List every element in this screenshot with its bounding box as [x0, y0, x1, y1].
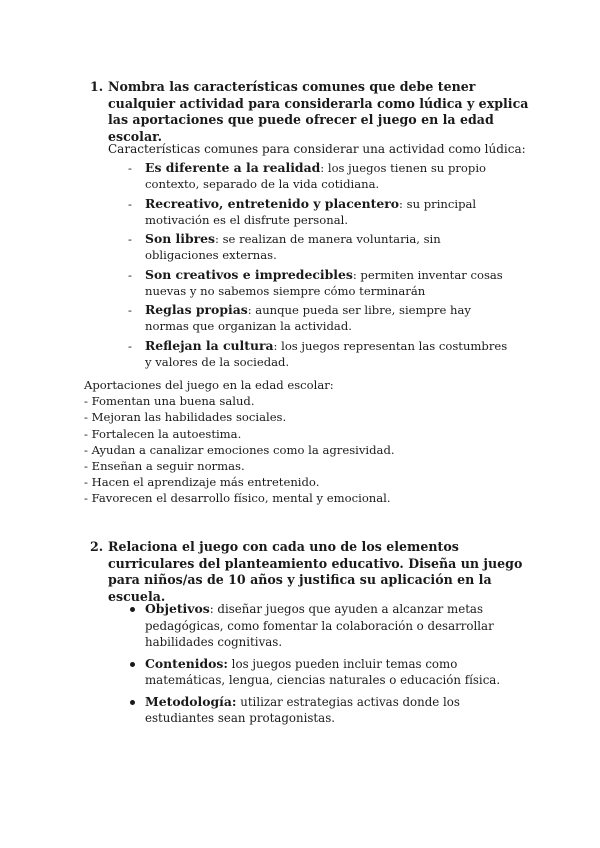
list-item-text: : los juegos representan las costumbres y valores de la sociedad.: [145, 338, 508, 369]
question-2-text: Relaciona el juego con cada uno de los elementos curriculares del planteamiento educativo. Diseña un juego para niños/as de 10 años y justifica su aplicación en la escuela.: [108, 539, 523, 604]
contributions-intro: Aportaciones del juego en la edad escolar:: [84, 378, 334, 392]
list-item-term: Objetivos: [145, 601, 210, 616]
list-item-text: : los juegos tienen su propio contexto, separado de la vida cotidiana.: [145, 161, 487, 191]
list-item-text: : permiten inventar cosas nuevas y no sabemos siempre cómo terminarán: [145, 267, 503, 298]
list-item-term: Metodología:: [145, 693, 237, 709]
contribution-line: - Ayudan a canalizar emociones como la agresividad.: [84, 442, 395, 457]
curricular-list: [108, 601, 528, 732]
list-item-term: Contenidos:: [145, 655, 228, 671]
list-item-term: Reglas propias: [145, 302, 248, 317]
list-item-text: : diseñar juegos que ayuden a alcanzar metas pedagógicas, como fomentar la colaboración o desarrollar habilidades cognitivas.: [145, 602, 494, 649]
bullet-icon: [130, 662, 135, 667]
question-2-number: 2.: [90, 539, 104, 554]
contribution-line: - Mejoran las habilidades sociales.: [84, 410, 287, 425]
characteristics-intro: Características comunes para considerar una actividad como lúdica:: [108, 142, 526, 156]
question-1-text: Nombra las características comunes que debe tener cualquier actividad para considerarla como lúdica y explica las aportaciones que puede ofrecer el juego en la edad escolar.: [108, 79, 529, 144]
list-item: [108, 267, 508, 299]
bullet-icon: [130, 607, 135, 612]
contribution-line: - Fortalecen la autoestima.: [84, 426, 242, 441]
list-item: [108, 196, 508, 228]
list-item-text: utilizar estrategias activas donde los estudiantes sean protagonistas.: [145, 694, 460, 725]
question-2: [90, 539, 530, 605]
question-1-number: 1.: [90, 79, 104, 94]
question-1: [90, 79, 530, 145]
list-marker: -: [128, 161, 132, 175]
list-marker: -: [128, 196, 132, 211]
list-item-text: : su principal motivación es el disfrute personal.: [145, 196, 477, 227]
list-item-text: : aunque pueda ser libre, siempre hay normas que organizan la actividad.: [145, 303, 471, 333]
list-marker: -: [128, 232, 132, 246]
list-item-term: Son libres: [145, 231, 215, 246]
list-item: [108, 302, 508, 334]
list-marker: -: [128, 267, 132, 282]
list-item: [108, 694, 528, 727]
contribution-line: - Favorecen el desarrollo físico, mental y emocional.: [84, 491, 391, 506]
list-item: [108, 601, 528, 651]
contribution-line: - Fomentan una buena salud.: [84, 394, 255, 409]
list-item-text: los juegos pueden incluir temas como matemáticas, lengua, ciencias naturales o educación física.: [145, 656, 501, 687]
bullet-icon: [130, 700, 135, 705]
contribution-line: - Hacen el aprendizaje más entretenido.: [84, 475, 320, 490]
list-item-text: : se realizan de manera voluntaria, sin obligaciones externas.: [145, 232, 441, 262]
list-item: [108, 231, 508, 263]
list-item-term: Son creativos e impredecibles: [145, 266, 353, 282]
list-marker: -: [128, 338, 132, 353]
list-item: [108, 338, 508, 370]
list-item: [108, 160, 508, 192]
list-marker: -: [128, 303, 132, 317]
list-item-term: Es diferente a la realidad: [145, 160, 321, 175]
list-item-term: Reflejan la cultura: [145, 337, 274, 353]
list-item-term: Recreativo, entretenido y placentero: [145, 195, 400, 211]
list-item: [108, 656, 528, 689]
contributions-section: [84, 377, 524, 507]
characteristics-list: [108, 160, 508, 373]
contribution-line: - Enseñan a seguir normas.: [84, 459, 245, 474]
